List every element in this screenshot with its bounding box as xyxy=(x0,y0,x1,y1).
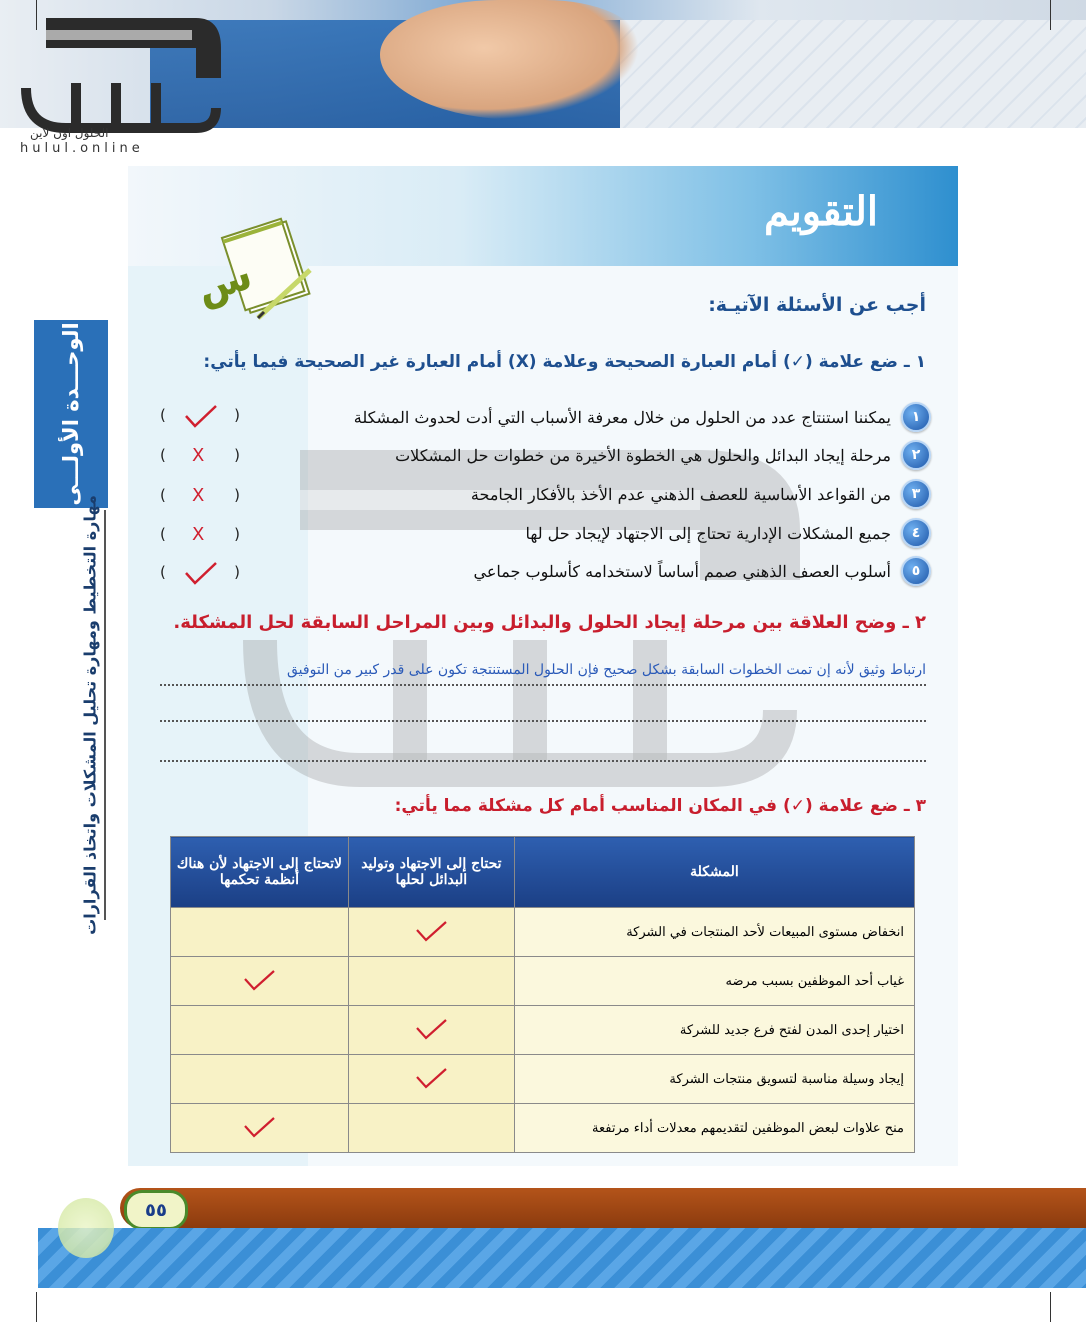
table-row xyxy=(171,1006,915,1055)
q1-item xyxy=(474,556,931,586)
col-needs-effort: تحتاج إلى الاجتهاد وتوليد البدائل لحلها xyxy=(348,837,514,908)
item-text: جميع المشكلات الإدارية تحتاج إلى الاجتهاد لإيجاد حل لها xyxy=(525,523,891,543)
no-need-cell[interactable] xyxy=(171,1055,349,1104)
table-row xyxy=(171,908,915,957)
side-divider xyxy=(104,510,106,920)
check-mark-icon xyxy=(241,1114,277,1142)
answer-line xyxy=(160,760,926,762)
item-text: يمكننا استنتاج عدد من الحلول من خلال معرفة الأسباب التي أدت لحدوث المشكلة xyxy=(353,407,891,427)
answer-box[interactable]: ( ) X xyxy=(160,485,240,506)
no-need-cell[interactable] xyxy=(171,1104,349,1153)
q1-item xyxy=(471,479,931,509)
q1-item xyxy=(525,518,931,548)
problem-cell: اختيار إحدى المدن لفتح فرع جديد للشركة xyxy=(514,1006,914,1055)
check-mark-icon xyxy=(413,918,449,946)
col-problem: المشكلة xyxy=(514,837,914,908)
problem-cell: انخفاض مستوى المبيعات لأحد المنتجات في الشركة xyxy=(514,908,914,957)
q1-item xyxy=(395,440,931,470)
notepad-icon xyxy=(190,214,320,324)
needs-cell[interactable] xyxy=(348,1006,514,1055)
no-need-cell[interactable] xyxy=(171,957,349,1006)
answer-box[interactable]: ( ) X xyxy=(160,445,240,466)
unit-label: الوحـــدة الأولـــى xyxy=(59,322,83,506)
logo-sub-arabic: الحلول اون لاين xyxy=(30,126,109,140)
page-title: التقويم xyxy=(763,188,878,235)
answer-box[interactable]: ( ) X xyxy=(160,524,240,545)
item-text: من القواعد الأساسية للعصف الذهني عدم الأخذ بالأفكار الجامحة xyxy=(470,484,891,504)
crop-mark xyxy=(1050,1292,1051,1322)
q1-item xyxy=(354,402,931,432)
x-mark: X xyxy=(192,485,205,506)
item-number: ٥ xyxy=(901,556,931,586)
problems-table xyxy=(170,836,915,1153)
table-row xyxy=(171,1055,915,1104)
check-mark-icon xyxy=(241,967,277,995)
problem-cell: إيجاد وسيلة مناسبة لتسويق منتجات الشركة xyxy=(514,1055,914,1104)
hulul-logo[interactable] xyxy=(16,8,216,158)
item-number: ٣ xyxy=(901,479,931,509)
item-text: مرحلة إيجاد البدائل والحلول هي الخطوة الأخيرة من خطوات حل المشكلات xyxy=(395,445,891,465)
table-row xyxy=(171,1104,915,1153)
needs-cell[interactable] xyxy=(348,1104,514,1153)
check-mark-icon xyxy=(180,402,220,432)
needs-cell[interactable] xyxy=(348,1055,514,1104)
x-mark: X xyxy=(192,445,205,466)
table-header-row xyxy=(171,837,915,908)
logo-url: hulul.online xyxy=(20,141,144,156)
needs-cell[interactable] xyxy=(348,957,514,1006)
q1-heading: ١ ـ ضع علامة (✓) أمام العبارة الصحيحة وعلامة (X) أمام العبارة غير الصحيحة فيما يأتي: xyxy=(203,352,926,372)
answer-line xyxy=(160,684,926,686)
check-mark-icon xyxy=(413,1016,449,1044)
header-banner-paper xyxy=(620,20,1086,128)
q2-answer[interactable]: ارتباط وثيق لأنه إن تمت الخطوات السابقة بشكل صحيح فإن الحلول المستنتجة تكون على قدر كبير من التوفيق xyxy=(287,662,926,678)
crop-mark xyxy=(1050,0,1051,30)
no-need-cell[interactable] xyxy=(171,1006,349,1055)
notepad-glyph: س xyxy=(190,252,258,313)
needs-cell[interactable] xyxy=(348,908,514,957)
check-mark-icon xyxy=(413,1065,449,1093)
q2-heading: ٢ ـ وضح العلاقة بين مرحلة إيجاد الحلول والبدائل وبين المراحل السابقة لحل المشكلة. xyxy=(173,612,926,633)
problem-cell: غياب أحد الموظفين بسبب مرضه xyxy=(514,957,914,1006)
instruction: أجب عن الأسئلة الآتيـة: xyxy=(708,294,926,316)
problem-cell: منح علاوات لبعض الموظفين لتقديمهم معدلات أداء مرتفعة xyxy=(514,1104,914,1153)
crop-mark xyxy=(36,1292,37,1322)
footer-pattern xyxy=(38,1228,1086,1288)
item-text: أسلوب العصف الذهني صمم أساساً لاستخدامه كأسلوب جماعي xyxy=(473,561,891,581)
page-number: ٥٥ xyxy=(124,1190,188,1230)
no-need-cell[interactable] xyxy=(171,908,349,957)
answer-line xyxy=(160,720,926,722)
answer-box[interactable]: ( ) xyxy=(160,559,240,589)
footer-emblem-icon xyxy=(58,1198,114,1258)
item-number: ٤ xyxy=(901,518,931,548)
answer-box[interactable]: ( ) xyxy=(160,402,240,432)
x-mark: X xyxy=(192,524,205,545)
footer-bar xyxy=(120,1188,1086,1228)
item-number: ١ xyxy=(901,402,931,432)
crop-mark xyxy=(36,0,37,30)
table-row xyxy=(171,957,915,1006)
q3-heading: ٣ ـ ضع علامة (✓) في المكان المناسب أمام كل مشكلة مما يأتي: xyxy=(394,796,926,816)
check-mark-icon xyxy=(180,559,220,589)
item-number: ٢ xyxy=(901,440,931,470)
col-no-effort: لاتحتاج إلى الاجتهاد لأن هناك أنظمة تحكمها xyxy=(171,837,349,908)
skill-label: مهارة التخطيط ومهارة تحليل المشكلات واتخاذ القرارات xyxy=(80,495,100,935)
